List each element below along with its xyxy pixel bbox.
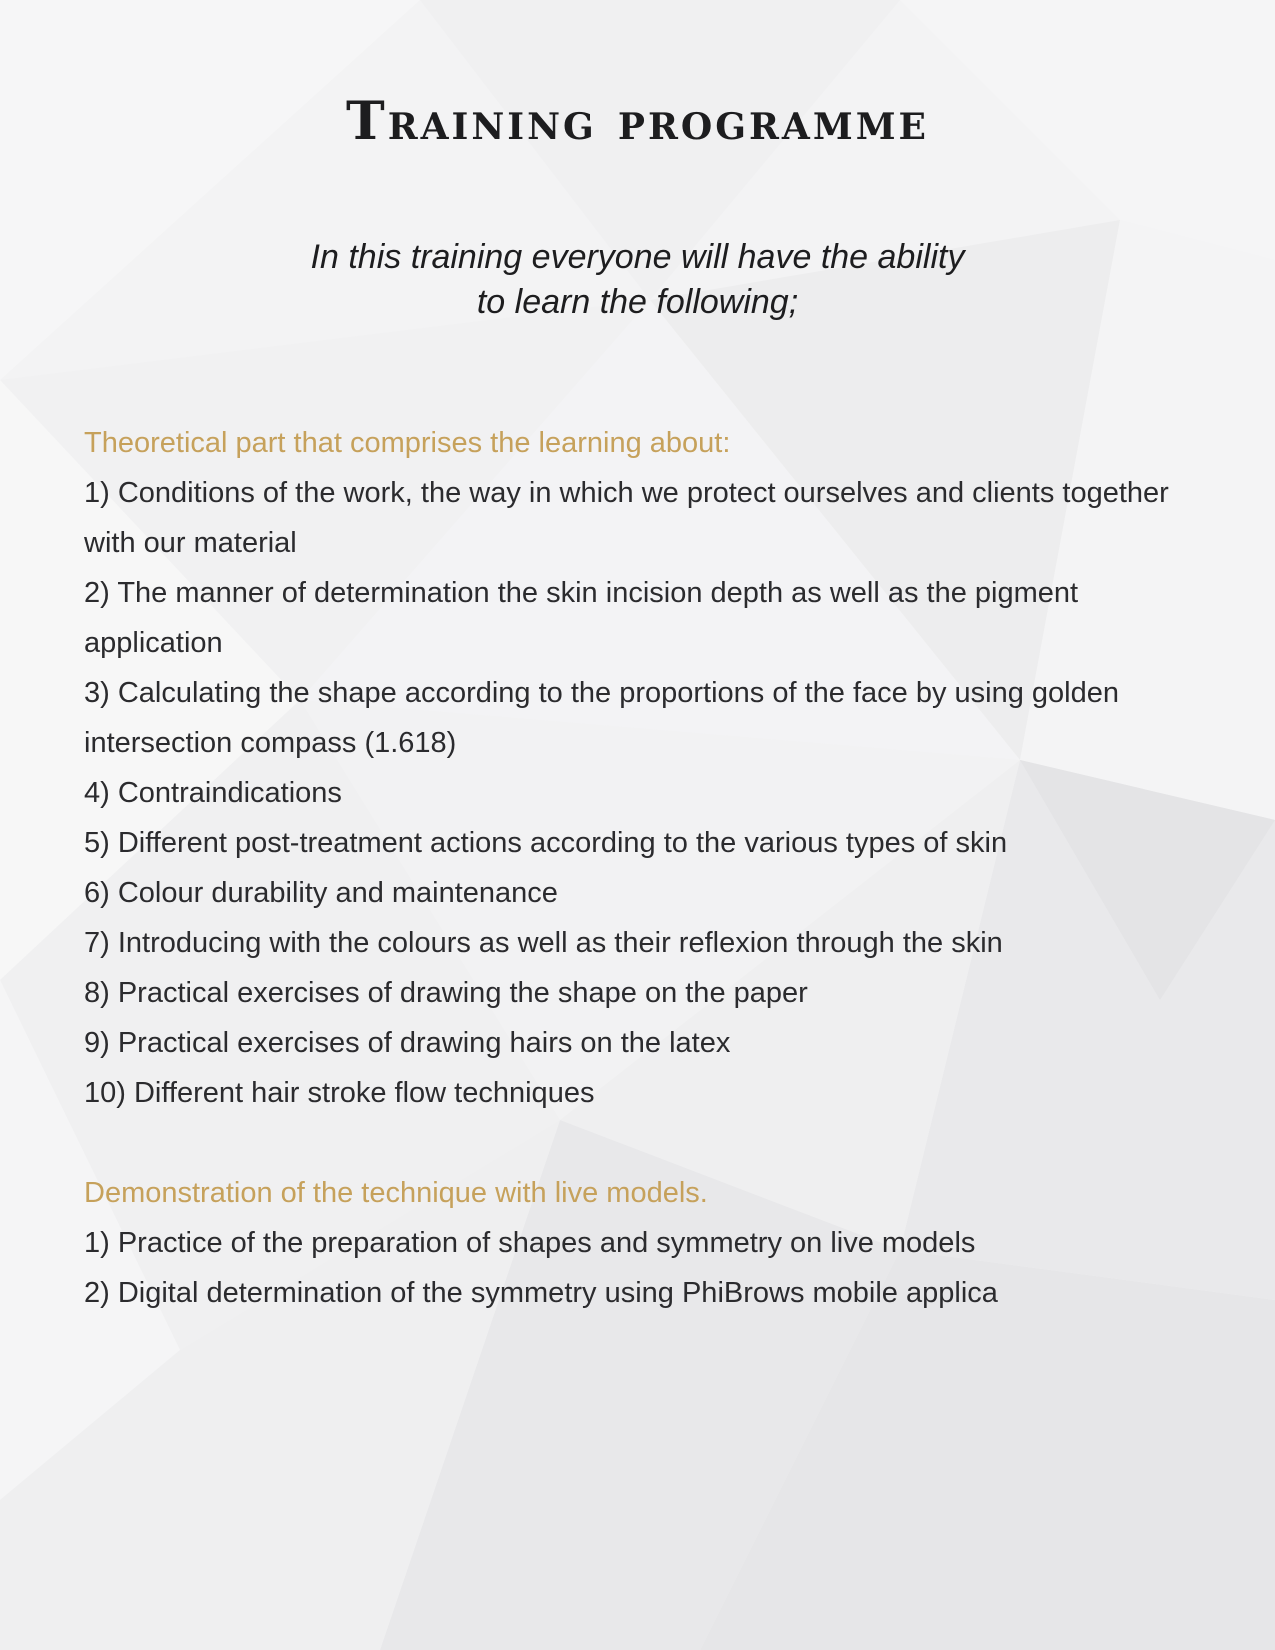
list-item: 2) The manner of determination the skin incision depth as well as the pigment application <box>84 577 1079 659</box>
list-item: 8) Practical exercises of drawing the shape on the paper <box>84 977 808 1009</box>
list-item: 1) Practice of the preparation of shapes and symmetry on live models <box>84 1227 976 1259</box>
demo-section-heading: Demonstration of the technique with live models. <box>84 1177 708 1209</box>
list-item: 7) Introducing with the colours as well as their reflexion through the skin <box>84 927 1003 959</box>
list-item: 1) Conditions of the work, the way in which we protect ourselves and clients together with our material <box>84 477 1169 559</box>
list-item: 9) Practical exercises of drawing hairs on the latex <box>84 1027 731 1059</box>
list-item: 3) Calculating the shape according to the proportions of the face by using golden intersection compass (1.618) <box>84 677 1120 759</box>
subtitle-line-2: to learn the following; <box>476 283 799 321</box>
subtitle-line-1: In this training everyone will have the ability <box>310 238 965 276</box>
theory-items-list <box>84 468 1204 1118</box>
list-item: 2) Digital determination of the symmetry using PhiBrows mobile applica <box>84 1277 998 1309</box>
theory-section-heading: Theoretical part that comprises the learning about: <box>84 427 731 459</box>
demo-items-list <box>84 1218 1204 1318</box>
list-item: 6) Colour durability and maintenance <box>84 877 558 909</box>
demo-section <box>84 1168 1204 1318</box>
list-item: 10) Different hair stroke flow techniques <box>84 1077 595 1109</box>
page-title: Training programme <box>346 91 929 152</box>
page-subtitle <box>0 235 1275 325</box>
theory-section <box>84 418 1204 1118</box>
list-item: 4) Contraindications <box>84 777 342 809</box>
list-item: 5) Different post-treatment actions according to the various types of skin <box>84 827 1008 859</box>
